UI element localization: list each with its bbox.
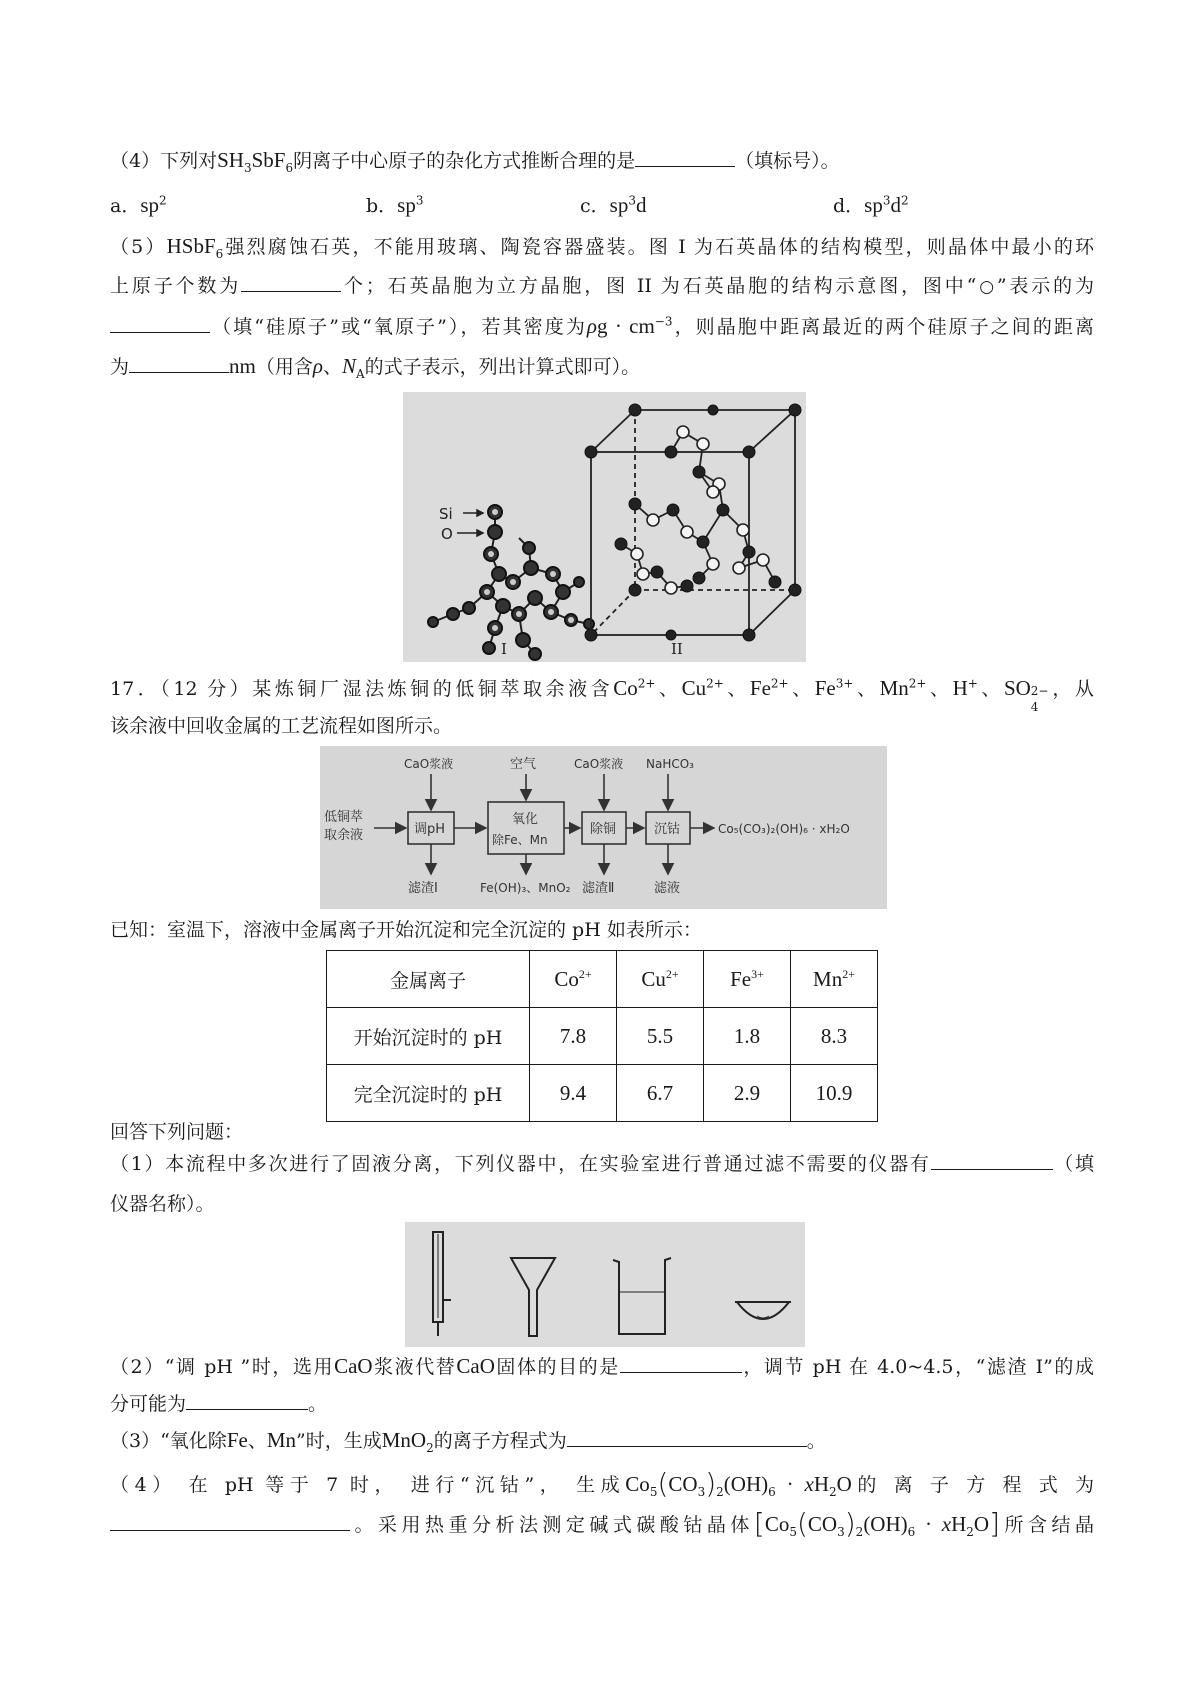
- option-a: a．$sp^2$: [110, 193, 167, 217]
- flow-reagent-2: 空气: [510, 757, 537, 772]
- answer-blank[interactable]: [567, 1428, 807, 1447]
- answer-blank[interactable]: [110, 1512, 350, 1531]
- known-statement: 已知：室温下，溶液中金属离子开始沉淀和完全沉淀的 pH 如表所示：: [110, 919, 702, 941]
- funnel-icon: [511, 1258, 555, 1336]
- lab-instruments-figure: [405, 1222, 805, 1347]
- table-header-cell: $Co^{2+}$: [530, 951, 617, 1008]
- figure-i-label: I: [501, 640, 507, 658]
- q5-line-2: 上原子个数为 个；石英晶胞为立方晶胞，图 II 为石英晶胞的结构示意图，图中“○”表示的为: [110, 275, 1094, 297]
- flow-waste-4: 滤液: [654, 881, 681, 896]
- table-header-label: 金属离子: [327, 951, 530, 1008]
- quartz-structure-figure: [403, 392, 806, 662]
- ph-table: [326, 950, 878, 1122]
- table-row: [327, 1008, 878, 1065]
- open-circle-symbol: ○: [976, 277, 997, 297]
- table-header-row: [327, 951, 878, 1008]
- p2-line-1: （2）“调 pH ”时，选用CaO浆液代替CaO固体的目的是 ，调节 pH 在 4.0~4.5，“滤渣 I”的成: [110, 1354, 1094, 1378]
- table-cell: 10.9: [791, 1065, 878, 1122]
- table-cell: 7.8: [530, 1008, 617, 1065]
- p1-line-1: （1）本流程中多次进行了固液分离，下列仪器中，在实验室进行普通过滤不需要的仪器有 （填: [110, 1153, 1094, 1175]
- p2-line-2: 分可能为 。: [110, 1393, 328, 1415]
- flow-step-2-line-2: 除Fe、Mn: [492, 833, 548, 847]
- flow-step-3: 除铜: [590, 822, 617, 837]
- si-label: Si: [439, 505, 453, 523]
- evaporating-dish-icon: [735, 1302, 791, 1319]
- table-row-label: 开始沉淀时的 pH: [327, 1008, 530, 1065]
- table-row-label: 完全沉淀时的 pH: [327, 1065, 530, 1122]
- option-b: b．$sp^3$: [366, 193, 424, 217]
- burette-icon: [433, 1232, 451, 1336]
- q5-line-4: 为 nm（用含ρ、$N_A$的式子表示，列出计算式即可）。: [110, 354, 641, 381]
- answer-blank[interactable]: [635, 148, 735, 167]
- answer-intro: 回答下列问题：: [110, 1121, 244, 1143]
- flow-step-2-line-1: 氧化: [512, 812, 539, 827]
- answer-blank[interactable]: [241, 273, 341, 292]
- o-label: O: [441, 525, 453, 543]
- table-cell: 8.3: [791, 1008, 878, 1065]
- q17-line-1: 17．（12 分）某炼铜厂湿法炼铜的低铜萃取余液含$Co^{2+}$、$Cu^{2+}$、$Fe^{2+}$、$Fe^{3+}$、$Mn^{2+}$、H+、SO 2− 4 ，从: [110, 676, 1094, 714]
- q5-line-1: （5）HSbF$_6$强烈腐蚀石英，不能用玻璃、陶瓷容器盛装。图 I 为石英晶体的结构模型，则晶体中最小的环: [110, 234, 1094, 261]
- beaker-icon: [613, 1258, 671, 1334]
- table-header-cell: $Mn^{2+}$: [791, 951, 878, 1008]
- flow-step-4: 沉钴: [654, 822, 681, 837]
- option-c: c．$sp^3d$: [580, 193, 647, 217]
- table-cell: 2.9: [704, 1065, 791, 1122]
- answer-blank[interactable]: [931, 1151, 1053, 1170]
- figure-ii-label: II: [671, 640, 683, 658]
- table-row: [327, 1065, 878, 1122]
- option-d: d．$sp^3d^2$: [833, 193, 909, 217]
- flow-product: Co₅(CO₃)₂(OH)₆ · xH₂O: [718, 822, 850, 836]
- flow-reagent-3: CaO浆液: [574, 757, 624, 771]
- table-cell: 1.8: [704, 1008, 791, 1065]
- flow-reagent-1: CaO浆液: [404, 757, 454, 771]
- p4-line-1: （4） 在 pH 等于 7 时， 进行“沉钴”， 生成$Co_5(CO_3)_2(OH)_6 \cdot xH_2O$的 离 子 方 程 式 为: [110, 1467, 1094, 1500]
- answer-blank[interactable]: [110, 314, 210, 333]
- p4-line-2: 。采用热重分析法测定碱式碳酸钴晶体$[Co_5(CO_3)_2(OH)_6 \cdot xH_2O]$所含结晶: [110, 1510, 1094, 1539]
- table-header-cell: $Cu^{2+}$: [617, 951, 704, 1008]
- p1-line-2: 仪器名称）。: [110, 1193, 215, 1215]
- flow-waste-1: 滤渣Ⅰ: [408, 881, 438, 896]
- q17-line-2: 该余液中回收金属的工艺流程如图所示。: [110, 715, 453, 737]
- flow-waste-2: Fe(OH)₃、MnO₂: [480, 881, 571, 895]
- flow-waste-3: 滤渣Ⅱ: [582, 881, 615, 896]
- table-cell: 6.7: [617, 1065, 704, 1122]
- flow-start-line-2: 取余液: [324, 828, 364, 843]
- answer-blank[interactable]: [186, 1391, 308, 1410]
- flow-step-1: 调pH: [414, 822, 446, 837]
- table-cell: 5.5: [617, 1008, 704, 1065]
- q5-line-3: （填“硅原子”或“氧原子”），若其密度为$\rho g \cdot cm^{-3}$，则晶胞中距离最近的两个硅原子之间的距离: [110, 312, 1094, 341]
- flow-reagent-4: NaHCO₃: [646, 757, 694, 771]
- q4-stem: （4）下列对$SH_3SbF_6$阴离子中心原子的杂化方式推断合理的是 （填标号）。: [110, 148, 840, 175]
- table-cell: 9.4: [530, 1065, 617, 1122]
- flow-start-line-1: 低铜萃: [324, 810, 364, 825]
- table-header-cell: $Fe^{3+}$: [704, 951, 791, 1008]
- answer-blank[interactable]: [129, 354, 229, 373]
- answer-blank[interactable]: [620, 1354, 742, 1373]
- p3-line: （3）“氧化除Fe、Mn”时，生成MnO$_2$的离子方程式为 。: [110, 1428, 826, 1455]
- process-flow-diagram: [320, 746, 887, 909]
- quartz-unit-cell-ii: [591, 410, 795, 635]
